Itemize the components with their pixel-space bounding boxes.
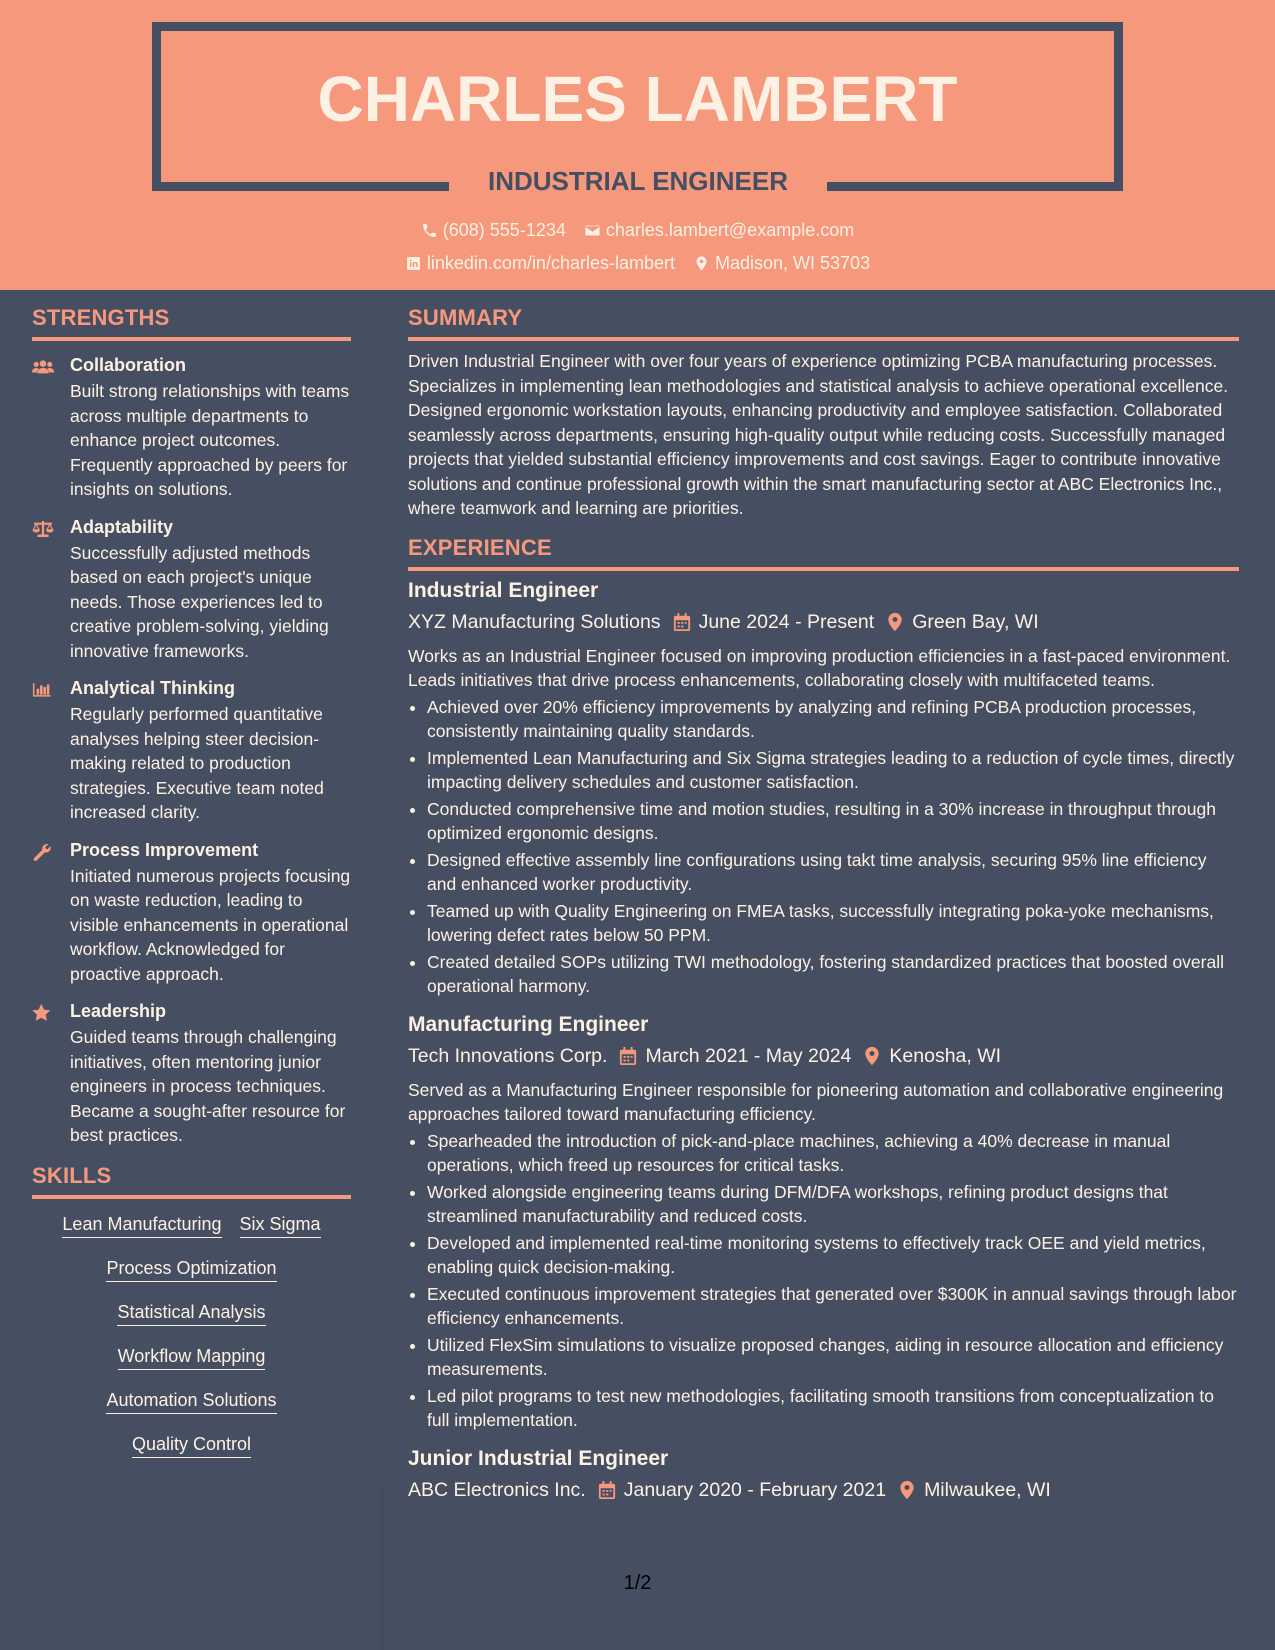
phone-text: (608) 555-1234 [442,220,566,240]
strength-item [32,840,351,987]
job-entry [408,1447,1239,1502]
strengths-list [32,355,351,1148]
job-role: Manufacturing Engineer [408,1012,649,1036]
job-bullet: • Developed and implemented real-time monitoring systems to effectively track OEE and yield metrics, enabling quick decision-making. [427,1231,1239,1280]
job-role: Junior Industrial Engineer [408,1446,669,1470]
page-number-text: 1/2 [623,1572,652,1594]
job-bullet: • Executed continuous improvement strategies that generated over $300K in annual savings through labor efficiency enhancements. [427,1282,1239,1331]
job-dates: January 2020 - February 2021 [623,1478,887,1501]
skill-tag: Statistical Analysis [117,1301,265,1326]
strength-description: Successfully adjusted methods based on each project's unique needs. Those experiences led to creative problem-solving, yielding innovative frameworks. [70,542,329,661]
job-bullet: • Spearheaded the introduction of pick-and-place machines, achieving a 40% decrease in manual operations, which freed up resources for critical tasks. [427,1129,1239,1178]
skill-tag: Automation Solutions [106,1389,276,1414]
email-text: charles.lambert@example.com [605,220,855,240]
job-dates: March 2021 - May 2024 [645,1044,852,1067]
strength-item [32,355,351,502]
job-meta [408,1045,1239,1068]
summary-heading: SUMMARY [408,305,523,330]
scale-icon [32,517,70,664]
contact-row-1 [0,220,1275,241]
job-bullets [408,1129,1239,1433]
resume-header [0,0,1275,290]
job-dates: June 2024 - Present [698,610,875,633]
envelope-icon [584,222,601,239]
job-meta [408,611,1239,634]
linkedin-icon [405,255,422,272]
name-frame-bottom-left [152,182,449,191]
linkedin-text: linkedin.com/in/charles-lambert [426,253,675,273]
job-bullet: • Designed effective assembly line configurations using takt time analysis, securing 95% line efficiency and enhanced worker productivity. [427,848,1239,897]
skill-tag: Lean Manufacturing [62,1213,221,1238]
job-meta [408,1479,1239,1502]
skills-rule [32,1195,351,1199]
map-pin-icon [863,1046,881,1066]
job-location: Green Bay, WI [912,610,1039,633]
skill-tag: Quality Control [132,1433,251,1458]
strength-title: Adaptability [70,516,174,537]
job-bullet: • Conducted comprehensive time and motion studies, resulting in a 30% increase in throughput through optimized ergonomic designs. [427,797,1239,846]
job-bullets [408,695,1239,999]
location-text: Madison, WI 53703 [715,253,871,273]
phone-icon [421,222,438,239]
strength-item [32,678,351,825]
strength-title: Leadership [70,1001,167,1021]
job-entry [408,579,1239,999]
strength-title: Process Improvement [70,839,259,860]
job-description: Served as a Manufacturing Engineer responsible for pioneering automation and collaborative engineering approaches tailored toward manufacturing efficiency. [408,1079,1224,1124]
strength-description: Built strong relationships with teams across multiple departments to enhance project outcomes. Frequently approached by peers for insights on solutions. [70,381,350,499]
star-icon [32,1001,70,1148]
map-pin-icon [886,612,904,632]
summary-rule [408,337,1239,341]
skill-tag: Workflow Mapping [118,1345,266,1370]
job-company: XYZ Manufacturing Solutions [408,610,661,633]
contact-phone[interactable] [421,220,566,241]
strength-item [32,517,351,664]
calendar-icon [619,1046,637,1066]
skill-tag: Process Optimization [106,1257,276,1282]
job-description: Works as an Industrial Engineer focused on improving production efficiencies in a fast-paced environment. Leads initiatives that drive process enhancements, collaborating closely with multifaceted teams. [408,645,1231,690]
strength-description: Guided teams through challenging initiatives, often mentoring junior engineers in process techniques. Became a sought-after resource for best practices. [70,1027,346,1145]
left-column [32,305,351,1458]
skill-tag: Six Sigma [240,1213,321,1238]
bar-chart-icon [32,678,70,825]
strengths-rule [32,337,351,341]
map-pin-icon [693,255,710,272]
job-bullet: • Utilized FlexSim simulations to visualize proposed changes, aiding in resource allocation and efficiency measurements. [427,1333,1239,1382]
candidate-name: CHARLES LAMBERT [317,63,958,135]
wrench-icon [32,840,70,987]
job-location: Milwaukee, WI [924,1478,1051,1501]
job-role: Industrial Engineer [408,578,599,602]
candidate-title: INDUSTRIAL ENGINEER [488,166,788,196]
calendar-icon [673,612,691,632]
job-bullet: • Teamed up with Quality Engineering on FMEA tasks, successfully integrating poka-yoke mechanisms, lowering defect rates below 50 PPM. [427,899,1239,948]
job-location: Kenosha, WI [889,1044,1002,1067]
strength-description: Initiated numerous projects focusing on waste reduction, leading to visible enhancements in operational workflow. Acknowledged for proactive approach. [70,865,351,984]
users-icon [32,355,70,502]
contact-linkedin[interactable] [405,253,675,274]
name-frame-bottom-right [827,182,1123,191]
skills-list [32,1213,351,1458]
experience-heading: EXPERIENCE [408,534,552,560]
job-bullet: • Led pilot programs to test new methodologies, facilitating smooth transitions from conceptualization to full implementation. [427,1384,1239,1433]
job-company: Tech Innovations Corp. [408,1044,608,1067]
contact-email[interactable] [584,220,854,241]
strength-title: Collaboration [70,355,186,375]
strength-description: Regularly performed quantitative analyses helping steer decision-making related to production strategies. Executive team noted increased clarity. [70,704,324,822]
job-bullet: • Implemented Lean Manufacturing and Six Sigma strategies leading to a reduction of cycle times, directly impacting delivery schedules and customer satisfaction. [427,746,1239,795]
strength-item [32,1001,351,1148]
calendar-icon [598,1480,616,1500]
page-number [0,1572,1275,1595]
job-entry [408,1013,1239,1433]
right-column [408,305,1239,1502]
column-divider [382,1484,383,1650]
map-pin-icon [898,1480,916,1500]
strength-title: Analytical Thinking [70,678,236,698]
job-company: ABC Electronics Inc. [408,1478,586,1501]
skills-heading: SKILLS [32,1162,112,1188]
contact-row-2 [0,253,1275,274]
job-bullet: • Achieved over 20% efficiency improvements by analyzing and refining PCBA production processes, consistently maintaining quality standards. [427,695,1239,744]
strengths-heading: STRENGTHS [32,305,170,330]
experience-rule [408,567,1239,571]
summary-text: Driven Industrial Engineer with over four years of experience optimizing PCBA manufacturing processes. Specializes in implementing lean methodologies and statistical analysis to achieve operational excellence. Designed ergonomic workstation layouts, enhancing productivity and employee satisfaction. Collaborated seamlessly across departments, ensuring high-quality output while reducing costs. Successfully managed projects that yielded substantial efficiency improvements and cost savings. Eager to contribute innovative solutions and continue professional growth within the smart manufacturing sector at ABC Electronics Inc., where teamwork and learning are priorities. [408,351,1229,518]
job-bullet: • Worked alongside engineering teams during DFM/DFA workshops, refining product designs that streamlined manufacturability and reduced costs. [427,1180,1239,1229]
job-bullet: • Created detailed SOPs utilizing TWI methodology, fostering standardized practices that boosted overall operational harmony. [427,950,1239,999]
contact-location [693,253,870,274]
